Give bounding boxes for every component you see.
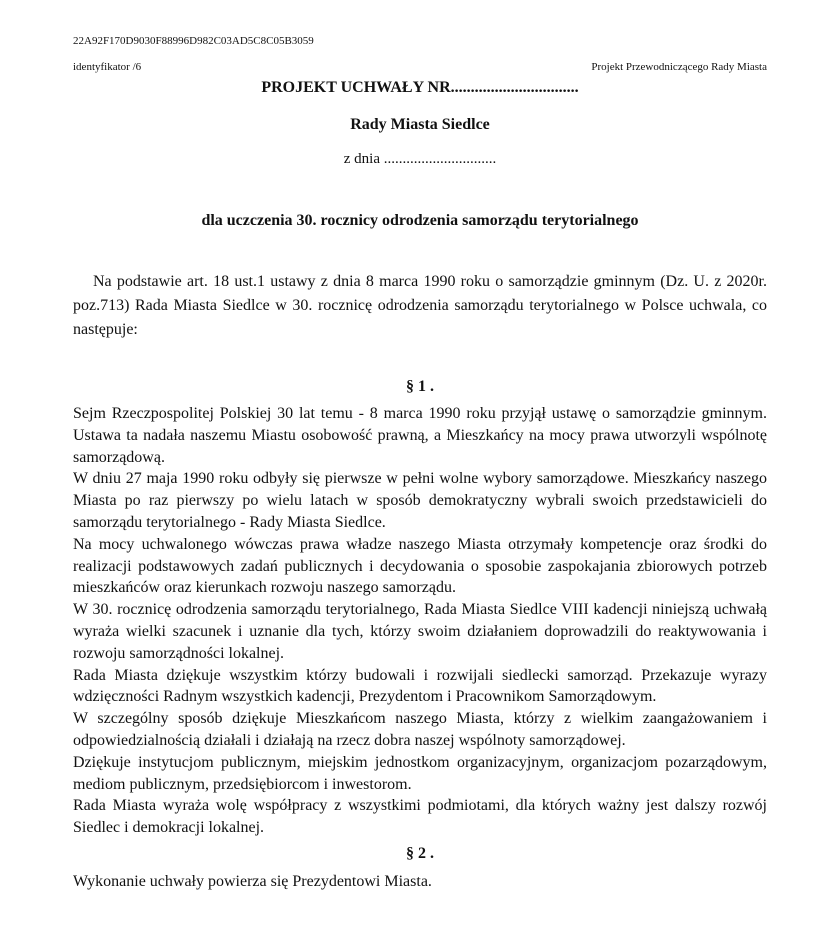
council-name: Rady Miasta Siedlce (350, 116, 490, 133)
paragraph: Rada Miasta wyraża wolę współpracy z wszystkimi podmiotami, dla których ważny jest dalszy rozwój Siedlec i demokracji lokalnej. (73, 797, 767, 837)
paragraph: Dziękuje instytucjom publicznym, miejskim jednostkom organizacyjnym, organizacjom pozarządowym, mediom publicznym, przedsiębiorcom i inwestorom. (73, 753, 767, 793)
section-1-body (73, 403, 767, 839)
paragraph: W szczególny sposób dziękuje Mieszkańcom naszego Miasta, którzy z wielkim zaangażowaniem i odpowiedzialnością działali i działają na rzecz dobra naszej wspólnoty samorządowej. (73, 710, 767, 749)
document-hash: 22A92F170D9030F88996D982C03AD5C8C05B3059 (73, 35, 314, 47)
paragraph: Na mocy uchwalonego wówczas prawa władze naszego Miasta otrzymały kompetencje oraz środki do realizacji podstawowych zadań publicznych i decydowania o sposobie zaspokajania zbiorowych potrzeb mieszkańców oraz kierunkach rozwoju naszego samorządu. (73, 535, 767, 597)
paragraph: W 30. rocznicę odrodzenia samorządu terytorialnego, Rada Miasta Siedlce VIII kadencji niniejszą uchwałą wyraża wielki szacunek i uznanie dla tych, którzy swoim działaniem doprowadzili do reaktywowania i rozwoju samorządności lokalnej. (73, 601, 767, 662)
paragraph: W dniu 27 maja 1990 roku odbyły się pierwsze w pełni wolne wybory samorządowe. Mieszkańcy naszego Miasta po raz pierwszy po wielu latach w sposób demokratyczny wybrali swoich przedstawicieli do samorządu terytorialnego - Rady Miasta Siedlce. (73, 470, 767, 531)
section-1-heading: § 1 . (406, 378, 434, 395)
project-author: Projekt Przewodniczącego Rady Miasta (591, 61, 767, 73)
preamble: Na podstawie art. 18 ust.1 ustawy z dnia 8 marca 1990 roku o samorządzie gminnym (Dz. U. z 2020r. poz.713) Rada Miasta Siedlce w 30. rocznicę odrodzenia samorządu terytorialnego w Polsce uchwala, co następuje: (73, 273, 767, 338)
section-2-text: Wykonanie uchwały powierza się Prezydentowi Miasta. (73, 873, 432, 890)
document-identifier: identyfikator /6 (73, 61, 142, 73)
section-2-heading: § 2 . (406, 845, 434, 862)
paragraph: Rada Miasta dziękuje wszystkim którzy budowali i rozwijali siedlecki samorząd. Przekazuje wyrazy wdzięczności Radnym wszystkich kadencji, Prezydentom i Pracownikom Samorządowym. (73, 666, 767, 706)
date-line: z dnia .............................. (343, 151, 497, 167)
resolution-title: PROJEKT UCHWAŁY NR................................ (261, 79, 579, 96)
resolution-subject: dla uczczenia 30. rocznicy odrodzenia samorządu terytorialnego (201, 212, 639, 229)
paragraph: Sejm Rzeczpospolitej Polskiej 30 lat temu - 8 marca 1990 roku przyjął ustawę o samorządzie gminnym. Ustawa ta nadała naszemu Miastu osobowość prawną, a Mieszkańcy na mocy prawa utworzyli wspólnotę samorządową. (73, 405, 767, 466)
